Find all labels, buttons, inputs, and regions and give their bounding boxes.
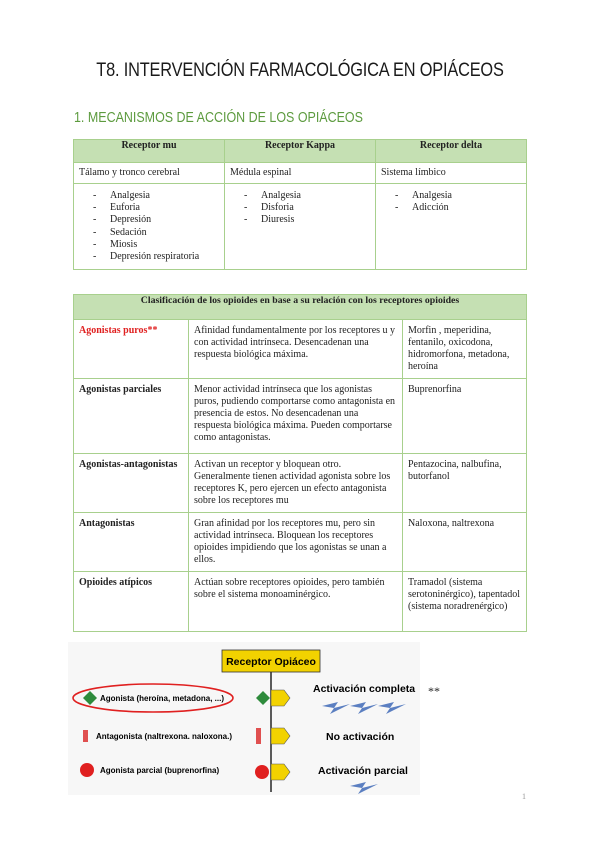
no-activation-label: No activación bbox=[326, 731, 395, 743]
class-name: Agonistas puros** bbox=[74, 320, 189, 379]
class-name: Antagonistas bbox=[74, 513, 189, 572]
activation-bolts-full bbox=[322, 702, 406, 714]
class-description: Activan un receptor y bloquean otro. Generalmente tienen actividad agonista sobre los receptores K, pero ejercen un efecto antagonista sobre los receptores mu bbox=[189, 454, 403, 513]
class-description: Gran afinidad por los receptores mu, pero sin actividad intrínseca. Bloquean los receptores opioides impidiendo que los agonistas se unan a ellos. bbox=[189, 513, 403, 572]
receptor-site-1 bbox=[271, 690, 290, 706]
location-delta: Sistema límbico bbox=[376, 163, 527, 184]
class-examples: Naloxona, naltrexona bbox=[403, 513, 527, 572]
list-item: - Analgesia bbox=[244, 190, 370, 202]
receptor-table bbox=[73, 139, 527, 270]
classification-header: Clasificación de los opioides en base a su relación con los receptores opioides bbox=[74, 295, 527, 320]
list-item: - Diuresis bbox=[244, 214, 370, 226]
effects-kappa bbox=[230, 190, 370, 227]
list-item: - Depresión bbox=[93, 214, 219, 226]
list-item: - Depresión respiratoria bbox=[93, 251, 219, 263]
class-examples: Tramadol (sistema serotoninérgico), tapentadol (sistema noradrenérgico) bbox=[403, 572, 527, 632]
classification-table bbox=[73, 294, 527, 632]
class-description: Menor actividad intrínseca que los agonistas puros, pudiendo comportarse como antagonista en presencia de estos. No desencadenan una respuesta biológica máxima. Pueden comportarse como antagonistas. bbox=[189, 379, 403, 454]
antagonist-label: Antagonista (naltrexona. naloxona.) bbox=[96, 732, 233, 741]
antagonist-bound-icon bbox=[256, 728, 261, 744]
partial-bound-icon bbox=[255, 765, 269, 779]
class-examples: Morfin , meperidina, fentanilo, oxicodona, hidromorfona, metadona, heroína bbox=[403, 320, 527, 379]
list-item: - Analgesia bbox=[93, 190, 219, 202]
class-description: Afinidad fundamentalmente por los receptores u y con actividad intrínseca. Desencadenan una respuesta biológica máxima. bbox=[189, 320, 403, 379]
antagonist-icon bbox=[83, 730, 88, 742]
header-receptor-mu: Receptor mu bbox=[74, 140, 225, 163]
header-receptor-kappa: Receptor Kappa bbox=[225, 140, 376, 163]
class-examples: Buprenorfina bbox=[403, 379, 527, 454]
class-name: Opioides atípicos bbox=[74, 572, 189, 632]
full-activation-label: Activación completa bbox=[313, 683, 416, 695]
list-item: - Miosis bbox=[93, 239, 219, 251]
agonist-bound-icon bbox=[256, 691, 270, 705]
receptor-figure bbox=[68, 642, 420, 795]
header-receptor-delta: Receptor delta bbox=[376, 140, 527, 163]
receptor-label: Receptor Opiáceo bbox=[226, 656, 316, 668]
receptor-site-2 bbox=[271, 728, 290, 744]
location-mu: Tálamo y tronco cerebral bbox=[74, 163, 225, 184]
partial-agonist-label: Agonista parcial (buprenorfina) bbox=[100, 766, 220, 775]
effects-mu bbox=[79, 190, 219, 263]
list-item: - Analgesia bbox=[395, 190, 521, 202]
effects-delta bbox=[381, 190, 521, 214]
class-name: Agonistas parciales bbox=[74, 379, 189, 454]
class-name: Agonistas-antagonistas bbox=[74, 454, 189, 513]
list-item: - Sedación bbox=[93, 227, 219, 239]
list-item: - Disforia bbox=[244, 202, 370, 214]
class-examples: Pentazocina, nalbufina, butorfanol bbox=[403, 454, 527, 513]
note-marker: ** bbox=[428, 684, 440, 698]
list-item: - Euforia bbox=[93, 202, 219, 214]
agonist-icon bbox=[83, 691, 97, 705]
list-item: - Adicción bbox=[395, 202, 521, 214]
partial-agonist-icon bbox=[80, 763, 94, 777]
page-title: T8. INTERVENCIÓN FARMACOLÓGICA EN OPIÁCEOS bbox=[96, 60, 504, 81]
receptor-site-3 bbox=[271, 764, 290, 780]
activation-bolt-partial bbox=[350, 782, 378, 794]
location-kappa: Médula espinal bbox=[225, 163, 376, 184]
section-heading: 1. MECANISMOS DE ACCIÓN DE LOS OPIÁCEOS bbox=[74, 110, 363, 126]
partial-activation-label: Activación parcial bbox=[318, 765, 408, 777]
agonist-label: Agonista (heroína, metadona, ...) bbox=[100, 694, 225, 703]
page-number: 1 bbox=[522, 792, 526, 801]
class-description: Actúan sobre receptores opioides, pero también sobre el sistema monoaminérgico. bbox=[189, 572, 403, 632]
